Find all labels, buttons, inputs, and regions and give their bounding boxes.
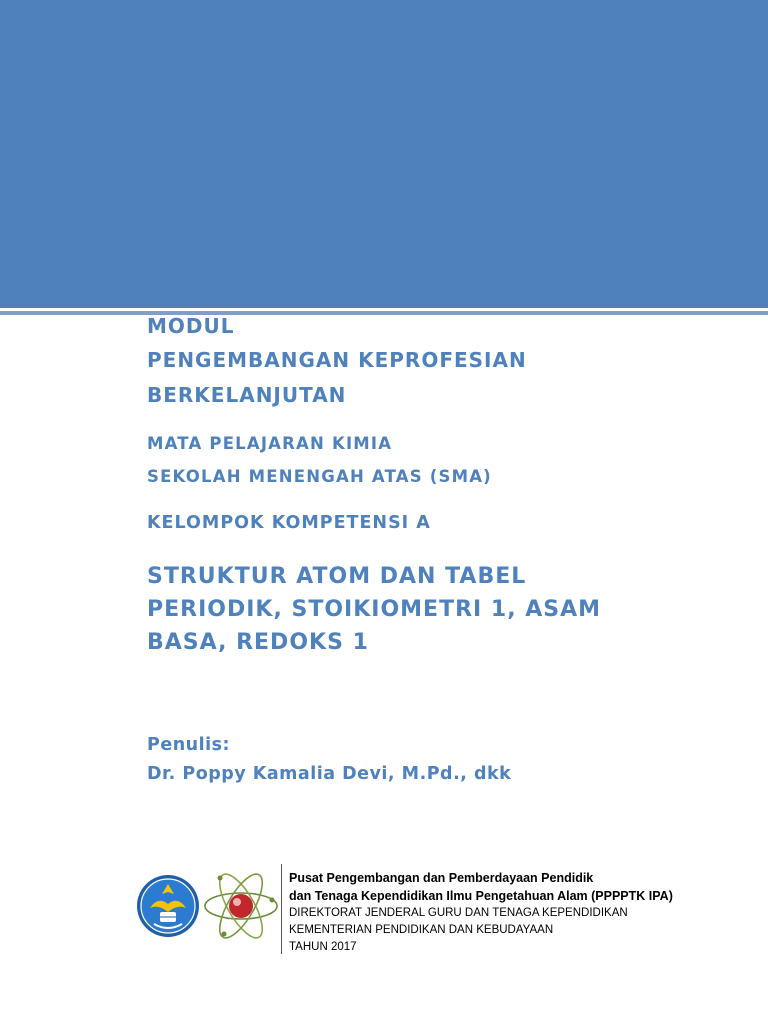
subject-line1: MATA PELAJARAN KIMIA — [147, 434, 393, 453]
institution-info — [289, 869, 759, 956]
author-name: Dr. Poppy Kamalia Devi, M.Pd., dkk — [147, 764, 512, 784]
subject-line2: SEKOLAH MENENGAH ATAS (SMA) — [147, 467, 492, 486]
module-title-line2: PERIODIK, STOIKIOMETRI 1, ASAM — [147, 597, 601, 622]
module-label: MODUL — [147, 314, 235, 338]
module-title-line1: STRUKTUR ATOM DAN TABEL — [147, 564, 527, 589]
banner-divider-line — [0, 311, 768, 315]
competency-group: KELOMPOK KOMPETENSI A — [147, 513, 431, 533]
module-title-line3: BASA, REDOKS 1 — [147, 630, 369, 655]
institution-line2: dan Tenaga Kependidikan Ilmu Pengetahuan Alam (PPPPTK IPA) — [289, 889, 673, 903]
footer-divider — [281, 864, 282, 954]
ministry-line: KEMENTERIAN PENDIDIKAN DAN KEBUDAYAAN — [289, 924, 554, 936]
directorate-line: DIREKTORAT JENDERAL GURU DAN TENAGA KEPENDIDIKAN — [289, 907, 628, 919]
kemendikbud-logo-icon — [136, 874, 200, 938]
program-title-line2: BERKELANJUTAN — [147, 383, 347, 407]
program-title-line1: PENGEMBANGAN KEPROFESIAN — [147, 348, 527, 372]
header-banner — [0, 0, 768, 308]
year-line: TAHUN 2017 — [289, 941, 357, 953]
module-title — [147, 560, 647, 659]
atom-logo-icon — [202, 870, 280, 942]
institution-line1: Pusat Pengembangan dan Pemberdayaan Pendidik — [289, 871, 594, 885]
author-label: Penulis: — [147, 735, 231, 755]
